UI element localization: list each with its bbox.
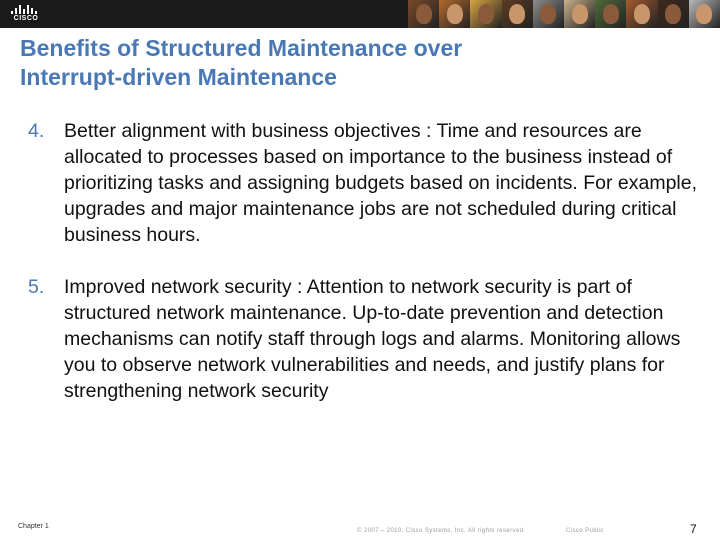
classification-label: Cisco Public: [566, 528, 604, 534]
header-photo: [689, 0, 720, 28]
person-icon: [509, 4, 525, 24]
point-text: Improved network security : Attention to network security is part of structured network maintenance. Up-to-date prevention and detection mechanisms can notify staff through logs and alarms. Monitoring allows you to observe network vulnerabilities and needs, and justify plans for strengthening network security: [64, 276, 681, 402]
header-photo: [533, 0, 564, 28]
header-photo: [595, 0, 626, 28]
header-photo: [439, 0, 470, 28]
header-photo: [470, 0, 501, 28]
person-icon: [634, 4, 650, 24]
person-icon: [540, 4, 556, 24]
point-item: [28, 118, 698, 248]
header-photo: [408, 0, 439, 28]
copyright-text: © 2007 – 2010, Cisco Systems, Inc. All rights reserved.: [357, 528, 526, 534]
header-photo: [502, 0, 533, 28]
header-banner: [0, 0, 720, 28]
header-photo: [564, 0, 595, 28]
person-icon: [447, 4, 463, 24]
point-list: [28, 118, 698, 404]
header-photo: [658, 0, 689, 28]
point-number: 5.: [28, 276, 45, 298]
person-icon: [416, 4, 432, 24]
slide-title: [20, 34, 700, 92]
page-number: 7: [690, 522, 697, 536]
point-number: 4.: [28, 120, 45, 142]
point-item: [28, 274, 698, 404]
header-photo: [626, 0, 657, 28]
photo-strip: [408, 0, 720, 28]
person-icon: [696, 4, 712, 24]
title-line-1: Benefits of Structured Maintenance over: [20, 35, 463, 61]
person-icon: [478, 4, 494, 24]
title-line-2: Interrupt-driven Maintenance: [20, 64, 337, 90]
person-icon: [603, 4, 619, 24]
logo-text: CISCO: [13, 15, 39, 22]
person-icon: [665, 4, 681, 24]
chapter-label: Chapter 1: [18, 523, 49, 530]
cisco-logo: [8, 4, 44, 24]
cisco-bridge-icon: [11, 4, 41, 14]
point-text: Better alignment with business objectives : Time and resources are allocated to processes based on importance to the business instead of prioritizing tasks and assigning budgets based on incidents. For example, upgrades and major maintenance jobs are not scheduled during critical business hours.: [64, 120, 698, 246]
person-icon: [572, 4, 588, 24]
